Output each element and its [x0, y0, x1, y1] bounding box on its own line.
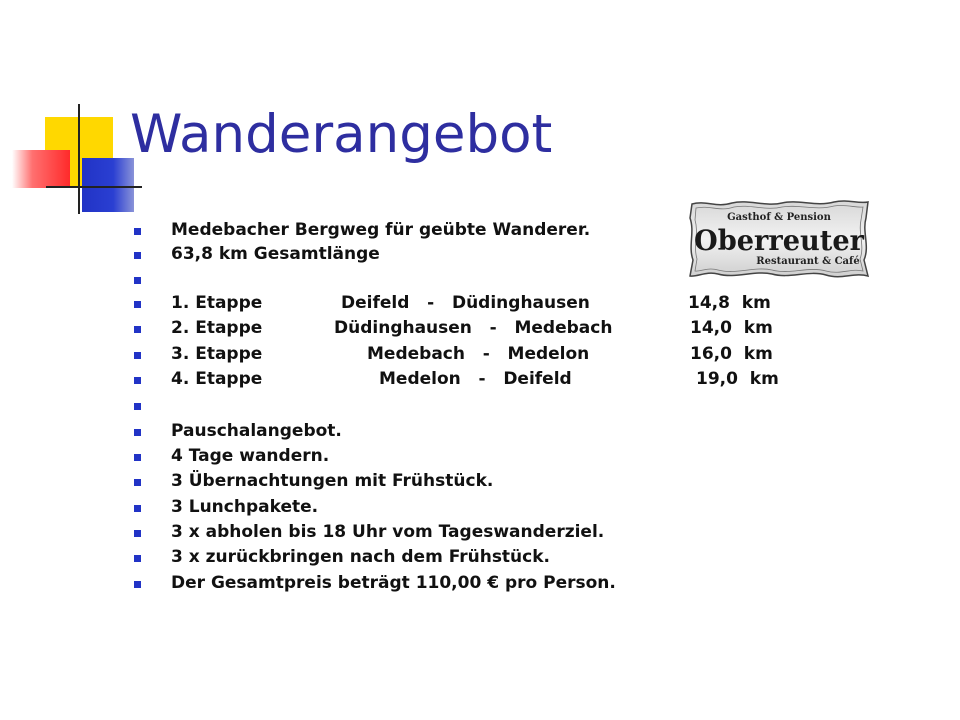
- bullet-icon: [134, 252, 141, 259]
- bullet-icon: [134, 403, 141, 410]
- bullet-icon: [134, 277, 141, 284]
- oberreuter-logo: [686, 198, 872, 280]
- stage-label: 3. Etappe: [171, 344, 263, 364]
- red-bar: [12, 150, 70, 188]
- stage-distance: 16,0 km: [690, 344, 773, 364]
- item-text: 3 Übernachtungen mit Frühstück.: [171, 471, 494, 491]
- bullet-icon: [134, 377, 141, 384]
- stage-route: Medelon - Deifeld: [379, 369, 572, 389]
- bullet-icon: [134, 429, 141, 436]
- stage-label: 1. Etappe: [171, 293, 263, 313]
- item-text: Medebacher Bergweg für geübte Wanderer.: [171, 220, 591, 240]
- item-text: 3 x abholen bis 18 Uhr vom Tageswanderziel.: [171, 522, 605, 542]
- stage-route: Deifeld - Düdinghausen: [341, 293, 590, 313]
- bullet-icon: [134, 581, 141, 588]
- item-text: 63,8 km Gesamtlänge: [171, 244, 380, 264]
- bullet-icon: [134, 352, 141, 359]
- horizontal-line: [46, 186, 142, 188]
- bullet-icon: [134, 454, 141, 461]
- bullet-icon: [134, 326, 141, 333]
- bullet-icon: [134, 530, 141, 537]
- bullet-icon: [134, 555, 141, 562]
- bullet-icon: [134, 228, 141, 235]
- item-text: Der Gesamtpreis beträgt 110,00 € pro Person.: [171, 573, 616, 593]
- item-text: Pauschalangebot.: [171, 421, 342, 441]
- item-text: 3 Lunchpakete.: [171, 497, 319, 517]
- vertical-line: [78, 104, 80, 214]
- stage-distance: 14,0 km: [690, 318, 773, 338]
- item-text: 4 Tage wandern.: [171, 446, 330, 466]
- logo-line-2: Oberreuter: [694, 224, 866, 257]
- logo-line-1: Gasthof & Pension: [727, 212, 831, 223]
- logo-line-3: Restaurant & Café: [756, 256, 860, 267]
- blue-square: [82, 158, 134, 212]
- stage-label: 2. Etappe: [171, 318, 263, 338]
- stage-label: 4. Etappe: [171, 369, 263, 389]
- stage-distance: 19,0 km: [696, 369, 779, 389]
- stage-route: Medebach - Medelon: [367, 344, 590, 364]
- item-text: 3 x zurückbringen nach dem Frühstück.: [171, 547, 551, 567]
- slide-title: Wanderangebot: [130, 104, 553, 165]
- stage-distance: 14,8 km: [688, 293, 771, 313]
- bullet-icon: [134, 505, 141, 512]
- stage-route: Düdinghausen - Medebach: [334, 318, 613, 338]
- bullet-icon: [134, 301, 141, 308]
- bullet-icon: [134, 479, 141, 486]
